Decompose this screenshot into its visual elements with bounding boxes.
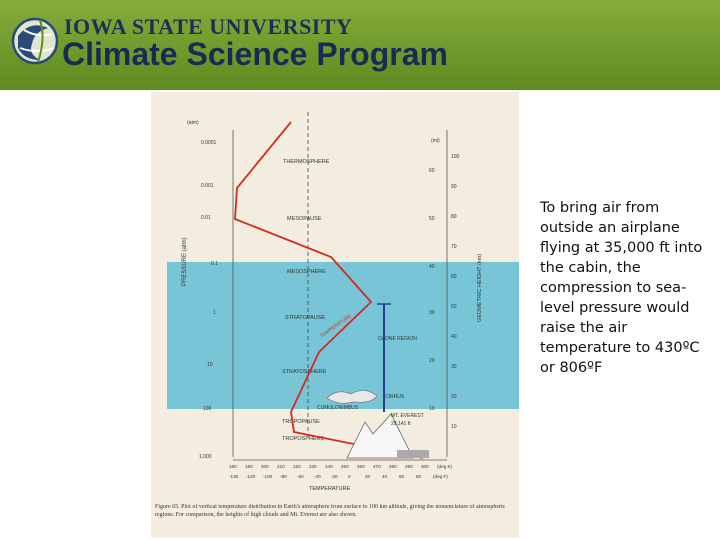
fahrenheit-unit: (deg F)	[433, 474, 448, 479]
height-tick: 10	[451, 424, 457, 430]
temperature-curve-label: TEMPERATURE	[318, 313, 353, 340]
height-unit-label: (mi)	[431, 138, 440, 144]
header-banner	[0, 0, 720, 90]
mile-tick: 20	[429, 358, 435, 364]
pressure-unit-label: (atm)	[187, 120, 199, 126]
kelvin-tick: 200	[261, 464, 269, 469]
kelvin-tick: 250	[341, 464, 349, 469]
everest-height-label: 29,141 ft	[391, 421, 411, 427]
figure-caption: Figure 65. Plot of vertical temperature distribution in Earth's atmosphere from surface to 100 km altitude, giving the nomenclature of atmospheric regions. For comparison, the heights of high clouds and Mt. Everest are also shown.	[155, 504, 506, 518]
cirrus-label: CIRRUS	[385, 394, 405, 400]
kelvin-tick: 230	[309, 464, 317, 469]
mile-tick: 50	[429, 216, 435, 222]
atmosphere-diagram	[151, 92, 519, 538]
kelvin-unit: (deg K)	[437, 464, 453, 469]
temperature-axis-label: TEMPERATURE	[309, 486, 351, 492]
kelvin-tick: 190	[245, 464, 253, 469]
slide-caption: To bring air from outside an airplane flying at 35,000 ft into the cabin, the compression to sea-level pressure would raise the air temperature to 430ºC or 806ºF	[540, 200, 703, 376]
university-name: IOWA STATE UNIVERSITY	[64, 14, 353, 39]
everest-label: MT. EVEREST	[391, 413, 424, 419]
layer-troposphere: TROPOSPHERE	[282, 436, 325, 442]
fahrenheit-tick: -60	[297, 474, 304, 479]
mile-tick: 60	[429, 168, 435, 174]
height-tick: 20	[451, 394, 457, 400]
fahrenheit-tick: -80	[280, 474, 287, 479]
pressure-tick: 0.1	[211, 261, 218, 267]
pressure-tick: 0.01	[201, 215, 211, 221]
fahrenheit-tick: 20	[365, 474, 371, 479]
fahrenheit-tick: 80	[416, 474, 422, 479]
pressure-axis-label: PRESSURE (atm)	[182, 237, 188, 286]
ozone-region-label: OZONE REGION	[378, 336, 417, 342]
height-axis-label: GEOMETRIC HEIGHT (km)	[477, 253, 483, 322]
pressure-tick: 1	[213, 310, 216, 316]
fahrenheit-tick: -120	[246, 474, 256, 479]
ground-block	[397, 450, 429, 458]
globe-swirl-icon	[10, 8, 60, 74]
height-tick: 80	[451, 214, 457, 220]
layer-mesopause: MESOPAUSE	[287, 216, 322, 222]
stratosphere-mesosphere-band	[167, 262, 519, 409]
fahrenheit-tick: -20	[331, 474, 338, 479]
kelvin-tick: 280	[389, 464, 397, 469]
height-tick: 100	[451, 154, 460, 160]
pressure-tick: 100	[203, 406, 212, 412]
kelvin-tick: 240	[325, 464, 333, 469]
pressure-tick: 10	[207, 362, 213, 368]
height-tick: 40	[451, 334, 457, 340]
pressure-tick: 0.001	[201, 183, 214, 189]
kelvin-tick: 220	[293, 464, 301, 469]
layer-mesosphere: MESOSPHERE	[287, 269, 326, 275]
kelvin-tick: 270	[373, 464, 381, 469]
cumulonimbus-label: CUMULONIMBUS	[317, 405, 359, 411]
program-title: Climate Science Program	[62, 36, 448, 72]
layer-stratosphere: STRATOSPHERE	[282, 369, 327, 375]
mile-tick: 10	[429, 406, 435, 412]
layer-thermosphere: THERMOSPHERE	[283, 159, 330, 165]
fahrenheit-tick: -130	[229, 474, 239, 479]
pressure-tick: 0.0001	[201, 140, 217, 146]
fahrenheit-tick: -40	[314, 474, 321, 479]
kelvin-tick: 290	[405, 464, 413, 469]
layer-stratopause: STRATOPAUSE	[285, 315, 326, 321]
kelvin-tick: 180	[229, 464, 237, 469]
height-tick: 30	[451, 364, 457, 370]
layer-tropopause: TROPOPAUSE	[282, 419, 320, 425]
height-tick: 50	[451, 304, 457, 310]
height-tick: 90	[451, 184, 457, 190]
height-tick: 70	[451, 244, 457, 250]
fahrenheit-tick: -100	[263, 474, 273, 479]
kelvin-tick: 260	[357, 464, 365, 469]
fahrenheit-tick: 0	[348, 474, 351, 479]
kelvin-tick: 210	[277, 464, 285, 469]
kelvin-tick: 300	[421, 464, 429, 469]
fahrenheit-ticks	[229, 474, 448, 479]
height-tick: 60	[451, 274, 457, 280]
pressure-tick: 1,000	[199, 454, 212, 460]
mile-tick: 30	[429, 310, 435, 316]
mile-tick: 40	[429, 264, 435, 270]
kelvin-ticks	[229, 464, 453, 469]
atmosphere-figure	[151, 92, 519, 538]
fahrenheit-tick: 40	[382, 474, 388, 479]
fahrenheit-tick: 60	[399, 474, 405, 479]
